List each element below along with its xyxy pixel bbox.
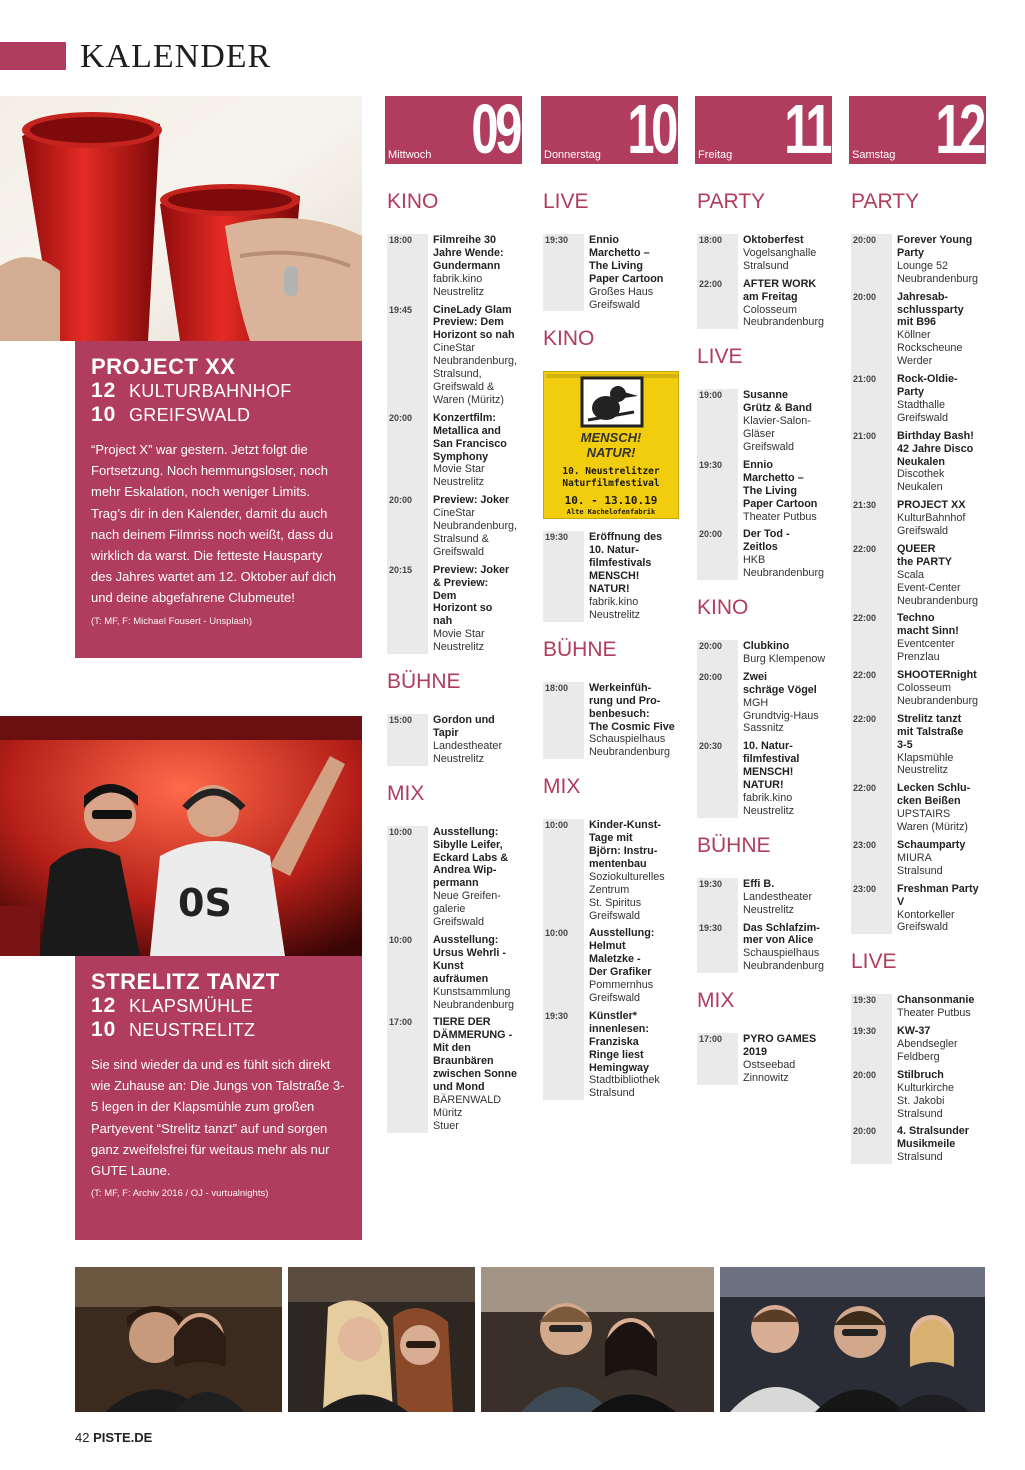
- event-item: [545, 681, 680, 759]
- event-time: 10:00: [545, 820, 569, 831]
- event-venue: Kunstsammlung Neubrandenburg: [433, 985, 515, 1011]
- event-item: [545, 1009, 680, 1100]
- event-title: PROJECT XX: [897, 499, 966, 512]
- event-item: [853, 1025, 988, 1064]
- feature-date-line: [91, 403, 346, 427]
- event-title: Werkeinfüh- rung und Pro- benbesuch: The Cosmic Five: [589, 681, 675, 733]
- poster-venue: Alte Kachelofenfabrik: [566, 508, 656, 517]
- event-list: [697, 234, 834, 329]
- feature-credit: (T: MF, F: Michael Fousert - Unsplash): [91, 615, 253, 627]
- event-time: 19:45: [389, 304, 413, 315]
- event-title: Das Schlafzim- mer von Alice: [743, 921, 820, 947]
- event-title: Ennio Marchetto – The Living Paper Cartoon: [589, 234, 664, 285]
- event-title: PYRO GAMES 2019: [743, 1033, 817, 1059]
- event-list: [697, 640, 834, 818]
- day-header-wednesday: [385, 96, 522, 164]
- event-venue: Scala Event-Center Neubrandenburg: [897, 568, 979, 607]
- event-title: 4. Stralsunder Musikmeile: [897, 1125, 970, 1151]
- event-item: [853, 542, 988, 608]
- feature-credit: (T: MF, F: Archiv 2016 / OJ - vurtualnights): [91, 1188, 269, 1200]
- section-mix: [387, 782, 524, 1133]
- event-item: [389, 234, 524, 299]
- event-time: 21:00: [853, 374, 877, 385]
- event-venue: KulturBahnhof Greifswald: [897, 512, 966, 538]
- feature-date-line: [91, 994, 346, 1018]
- event-title: AFTER WORK am Freitag: [743, 277, 817, 303]
- event-item: [853, 712, 988, 778]
- event-venue: Stadthalle Greifswald: [897, 398, 949, 424]
- poster-festival: 10. Neustrelitzer Naturfilmfestival: [562, 466, 660, 490]
- event-item: [853, 373, 988, 425]
- event-time: 22:00: [853, 613, 877, 624]
- event-item: [853, 499, 988, 538]
- event-venue: Soziokulturelles Zentrum St. Spiritus Greifswald: [589, 870, 665, 922]
- event-venue: UPSTAIRS Waren (Müritz): [897, 808, 968, 834]
- feature-project-xx: [75, 341, 362, 658]
- event-venue: Vogelsanghalle Stralsund: [743, 246, 817, 272]
- event-title: Konzertfilm: Metallica and San Francisco Symphony: [433, 411, 507, 463]
- event-item: [545, 531, 680, 621]
- event-venue: MIURA Stralsund: [897, 851, 943, 877]
- event-time: 19:30: [853, 995, 877, 1006]
- page-footer: [75, 1430, 152, 1445]
- weekday-label: Donnerstag: [544, 149, 601, 161]
- event-title: Strelitz tanzt mit Talstraße 3-5: [897, 712, 964, 751]
- event-title: Gordon und Tapir: [433, 714, 495, 739]
- event-time: 20:00: [853, 235, 877, 245]
- event-time: 21:30: [853, 500, 877, 511]
- event-item: [545, 927, 680, 1004]
- event-time: 10:00: [389, 826, 413, 837]
- event-item: [853, 1068, 988, 1121]
- event-title: 10. Natur- filmfestival MENSCH! NATUR!: [743, 740, 800, 792]
- event-list: [387, 234, 524, 654]
- events-column-saturday: [851, 190, 988, 1180]
- event-time: 19:30: [545, 1010, 569, 1021]
- event-time: 20:00: [699, 671, 723, 682]
- event-item: [699, 670, 834, 736]
- event-time: 17:00: [389, 1017, 413, 1028]
- event-venue: Klavier-Salon- Gläser Greifswald: [743, 415, 811, 453]
- event-title: Preview: Joker & Preview: Dem Horizont so nah: [433, 563, 510, 628]
- page-number: 42: [75, 1430, 90, 1445]
- event-item: [853, 1125, 988, 1164]
- event-item: [853, 994, 988, 1020]
- event-time: 15:00: [389, 715, 413, 726]
- section-bhne: [387, 670, 524, 766]
- section-title: BÜHNE: [387, 670, 461, 694]
- event-item: [389, 825, 524, 929]
- day-header-friday: [695, 96, 832, 164]
- event-venue: fabrik.kino Neustrelitz: [589, 595, 641, 621]
- event-list: [543, 531, 680, 621]
- event-title: Techno macht Sinn!: [897, 612, 959, 638]
- photo-party-guests-1: [75, 1267, 282, 1412]
- event-time: 19:30: [699, 878, 723, 889]
- section-title: KINO: [543, 327, 595, 351]
- event-venue: Schauspielhaus Neubrandenburg: [743, 947, 825, 973]
- feature-month: 10: [91, 403, 117, 426]
- day-number: 09: [471, 96, 519, 164]
- brand-name: PISTE.DE: [93, 1430, 153, 1445]
- event-list: [697, 1033, 834, 1085]
- event-time: 20:00: [853, 1126, 877, 1137]
- event-title: Filmreihe 30 Jahre Wende: Gundermann: [433, 234, 504, 272]
- event-venue: MGH Grundtvig-Haus Sassnitz: [743, 696, 819, 735]
- event-time: 22:00: [699, 278, 723, 289]
- event-list: [543, 819, 680, 1100]
- event-item: [853, 882, 988, 935]
- event-list: [697, 389, 834, 580]
- event-item: [699, 234, 834, 273]
- feature-day: 12: [91, 994, 117, 1017]
- event-title: Kinder-Kunst- Tage mit Björn: Instru- mentenbau: [589, 819, 661, 870]
- photo-party-guests-4: [720, 1267, 985, 1412]
- section-title: LIVE: [851, 950, 897, 974]
- event-item: [699, 921, 834, 974]
- poster-dates: 10. - 13.10.19: [564, 494, 658, 508]
- event-venue: Abendsegler Feldberg: [897, 1038, 958, 1063]
- event-time: 19:30: [699, 922, 723, 933]
- event-title: Ausstellung: Sibylle Leifer, Eckard Labs & Andrea Wip- permann: [433, 825, 509, 890]
- page-title: KALENDER: [80, 38, 272, 75]
- event-venue: Großes Haus Greifswald: [589, 285, 654, 311]
- feature-text: “Project X” war gestern. Jetzt folgt die Fortsetzung. Noch hemmungsloser, noch mehr Eskalation, noch weniger Limits. Trag’s dir in den Kalender, damit du auch nach deinem Filmriss noch weißt, dass du wirklich da warst. Die fetteste Hausparty des Jahres wartet am 12. Oktober auf dich und deine abgefahrene Clubmeute!: [91, 442, 336, 606]
- event-item: [389, 1016, 524, 1132]
- event-venue: Movie Star Neustrelitz: [433, 628, 485, 654]
- event-venue: Kulturkirche St. Jakobi Stralsund: [897, 1081, 955, 1120]
- event-time: 22:00: [853, 543, 877, 554]
- event-time: 19:00: [699, 390, 723, 401]
- event-title: Freshman Party V: [897, 882, 979, 908]
- event-time: 20:00: [699, 529, 723, 540]
- event-time: 20:00: [389, 412, 413, 423]
- day-number: 12: [935, 96, 983, 164]
- event-title: Forever Young Party: [897, 234, 973, 259]
- events-column-friday: [697, 190, 834, 1101]
- weekday-label: Samstag: [852, 149, 896, 161]
- event-title: CineLady Glam Preview: Dem Horizont so nah: [433, 303, 515, 342]
- section-bhne: [697, 834, 834, 973]
- day-number: 11: [784, 96, 829, 164]
- section-live: [697, 345, 834, 580]
- event-item: [853, 612, 988, 664]
- event-title: Rock-Oldie- Party: [897, 373, 958, 398]
- event-title: Susanne Grütz & Band: [743, 389, 812, 415]
- section-title: KINO: [387, 190, 439, 213]
- event-title: Ennio Marchetto – The Living Paper Cartoon: [743, 458, 818, 510]
- photo-party-guests-3: [481, 1267, 714, 1412]
- event-time: 20:15: [389, 564, 413, 575]
- section-title: PARTY: [851, 190, 920, 213]
- event-time: 18:00: [389, 235, 413, 245]
- event-venue: Neue Greifen- galerie Greifswald: [433, 890, 501, 929]
- festival-poster: [543, 371, 679, 519]
- event-venue: HKB Neubrandenburg: [743, 554, 825, 580]
- event-item: [699, 877, 834, 917]
- event-title: Künstler* innenlesen: Franziska Ringe liest Hemingway: [589, 1009, 649, 1074]
- section-bhne: [543, 638, 680, 759]
- section-live: [543, 190, 680, 311]
- event-time: 23:00: [853, 839, 877, 850]
- event-venue: Landestheater Neustrelitz: [743, 890, 813, 916]
- event-item: [389, 563, 524, 654]
- event-venue: Köllner Rockscheune Werder: [897, 329, 963, 368]
- event-venue: fabrik.kino Neustrelitz: [743, 792, 795, 817]
- event-title: Lecken Schlu- cken Beißen: [897, 782, 971, 808]
- event-venue: Klapsmühle Neustrelitz: [897, 751, 954, 777]
- event-venue: Discothek Neukalen: [897, 468, 945, 494]
- event-time: 19:30: [545, 532, 569, 543]
- event-title: Eröffnung des 10. Natur- filmfestivals MENSCH! NATUR!: [589, 531, 663, 596]
- event-item: [699, 740, 834, 817]
- feature-venue: KLAPSMÜHLE: [129, 996, 254, 1016]
- event-title: Jahresab- schlussparty mit B96: [897, 290, 964, 329]
- event-item: [545, 234, 680, 311]
- event-time: 18:00: [699, 235, 723, 245]
- day-header-thursday: [541, 96, 678, 164]
- feature-city: GREIFSWALD: [129, 405, 251, 425]
- event-item: [853, 234, 988, 286]
- section-title: BÜHNE: [697, 833, 771, 857]
- event-venue: Theater Putbus: [897, 1007, 971, 1020]
- event-venue: BÄRENWALD Müritz Stuer: [433, 1093, 501, 1132]
- event-title: Ausstellung: Ursus Wehrli - Kunst aufräumen: [433, 933, 506, 985]
- section-kino: [387, 190, 524, 654]
- event-title: Ausstellung: Helmut Maletzke - Der Grafiker: [589, 927, 655, 979]
- event-venue: CineStar Neubrandenburg, Stralsund, Greifswald & Waren (Müritz): [433, 342, 518, 406]
- event-time: 19:30: [699, 459, 723, 470]
- feature-title: PROJECT XX: [91, 354, 236, 379]
- event-time: 20:30: [699, 741, 723, 752]
- event-time: 21:00: [853, 430, 877, 441]
- feature-title: STRELITZ TANZT: [91, 969, 280, 994]
- section-mix: [697, 989, 834, 1085]
- event-venue: Colosseum Neubrandenburg: [743, 303, 825, 329]
- section-title: MIX: [387, 781, 425, 805]
- feature-city: NEUSTRELITZ: [129, 1020, 256, 1040]
- event-venue: Stadtbibliothek Stralsund: [589, 1074, 660, 1100]
- day-header-saturday: [849, 96, 986, 164]
- event-time: 17:00: [699, 1034, 723, 1045]
- feature-date-line: [91, 1018, 346, 1042]
- svg-text:0S: 0S: [178, 881, 232, 925]
- event-venue: Ostseebad Zinnowitz: [743, 1058, 796, 1084]
- event-title: Effi B.: [743, 877, 775, 890]
- event-list: [851, 234, 988, 934]
- weekday-label: Mittwoch: [388, 149, 432, 161]
- event-venue: Kontorkeller Greifswald: [897, 908, 955, 934]
- event-time: 20:00: [389, 495, 413, 506]
- event-title: QUEER the PARTY: [897, 542, 952, 568]
- feature-strelitz-tanzt: [75, 956, 362, 1240]
- event-item: [545, 819, 680, 922]
- event-item: [699, 389, 834, 454]
- section-title: KINO: [697, 596, 749, 620]
- event-time: 22:00: [853, 783, 877, 794]
- event-item: [699, 458, 834, 524]
- header-accent-bar: [0, 42, 66, 70]
- event-venue: Schauspielhaus Neubrandenburg: [589, 733, 671, 759]
- feature-month: 10: [91, 1018, 117, 1041]
- event-item: [853, 838, 988, 878]
- section-title: LIVE: [697, 345, 743, 369]
- event-time: 23:00: [853, 883, 877, 894]
- event-venue: Stralsund: [897, 1151, 943, 1164]
- section-live: [851, 950, 988, 1164]
- event-item: [853, 290, 988, 368]
- event-venue: Pommernhus Greifswald: [589, 979, 654, 1004]
- event-time: 22:00: [853, 670, 877, 681]
- event-time: 20:00: [699, 641, 723, 652]
- event-list: [543, 682, 680, 759]
- section-title: PARTY: [697, 190, 766, 213]
- event-venue: Lounge 52 Neubrandenburg: [897, 259, 979, 285]
- event-title: Preview: Joker: [433, 494, 510, 507]
- photo-red-cups: [0, 96, 362, 341]
- poster-title: MENSCH! NATUR!: [580, 430, 642, 461]
- events-column-wednesday: [387, 190, 524, 1149]
- event-item: [699, 277, 834, 330]
- event-list: [543, 234, 680, 311]
- event-time: 20:00: [853, 291, 877, 302]
- event-item: [853, 429, 988, 495]
- event-venue: Eventcenter Prenzlau: [897, 638, 955, 664]
- event-title: Der Tod - Zeitlos: [743, 528, 790, 554]
- weekday-label: Freitag: [698, 149, 733, 161]
- event-title: Chansonmanie: [897, 994, 975, 1007]
- section-title: MIX: [543, 775, 581, 799]
- event-time: 18:00: [545, 682, 569, 693]
- section-party: [697, 190, 834, 329]
- event-time: 19:30: [853, 1026, 877, 1037]
- event-venue: Theater Putbus: [743, 510, 817, 523]
- event-title: KW-37: [897, 1025, 931, 1038]
- event-item: [389, 933, 524, 1011]
- section-kino: [697, 596, 834, 818]
- event-time: 20:00: [853, 1069, 877, 1080]
- photo-party-guests-2: [288, 1267, 475, 1412]
- event-title: Stilbruch: [897, 1068, 944, 1081]
- bird-icon: [544, 372, 680, 432]
- event-list: [387, 714, 524, 766]
- events-column-thursday: [543, 190, 680, 1116]
- event-venue: Movie Star Neustrelitz: [433, 463, 485, 489]
- feature-text: Sie sind wieder da und es fühlt sich direkt wie Zuhause an: Die Jungs von Talstraße 3-5 legen in der Klapsmühle zum großen Partyevent “Strelitz tanzt” auf und sorgen ganz zweifelsfrei für weitaus mehr als nur GUTE Laune.: [91, 1057, 345, 1179]
- event-title: Clubkino: [743, 640, 790, 653]
- event-venue: CineStar Neubrandenburg, Stralsund & Greifswald: [433, 507, 518, 558]
- event-list: [697, 878, 834, 973]
- section-mix: [543, 775, 680, 1100]
- event-item: [389, 303, 524, 407]
- event-item: [389, 714, 524, 766]
- event-item: [699, 1033, 834, 1085]
- event-title: Birthday Bash! 42 Jahre Disco Neukalen: [897, 429, 974, 468]
- event-item: [853, 669, 988, 708]
- event-title: TIERE DER DÄMMERUNG - Mit den Braunbären zwischen Sonne und Mond: [433, 1016, 517, 1093]
- event-time: 19:30: [545, 235, 569, 245]
- section-title: MIX: [697, 989, 735, 1013]
- section-party: [851, 190, 988, 934]
- event-time: 10:00: [545, 928, 569, 939]
- event-list: [387, 826, 524, 1133]
- feature-venue: KULTURBAHNHOF: [129, 381, 292, 401]
- event-title: Zwei schräge Vögel: [743, 670, 817, 696]
- event-item: [699, 640, 834, 666]
- event-list: [851, 994, 988, 1164]
- event-venue: fabrik.kino Neustrelitz: [433, 272, 485, 298]
- feature-date-line: [91, 379, 346, 403]
- feature-day: 12: [91, 379, 117, 402]
- event-item: [389, 494, 524, 559]
- event-title: SHOOTERnight: [897, 669, 977, 682]
- event-venue: Landestheater Neustrelitz: [433, 739, 503, 765]
- event-title: Oktoberfest: [743, 234, 804, 246]
- event-item: [699, 528, 834, 580]
- section-title: LIVE: [543, 190, 589, 213]
- section-title: BÜHNE: [543, 637, 617, 661]
- event-title: Schaumparty: [897, 838, 966, 851]
- event-time: 10:00: [389, 934, 413, 945]
- event-venue: Burg Klempenow: [743, 652, 826, 665]
- section-kino: [543, 327, 680, 621]
- event-item: [389, 411, 524, 489]
- event-item: [853, 782, 988, 834]
- photo-djs: [0, 716, 362, 956]
- event-time: 22:00: [853, 713, 877, 724]
- day-number: 10: [627, 96, 675, 164]
- event-venue: Colosseum Neubrandenburg: [897, 682, 979, 707]
